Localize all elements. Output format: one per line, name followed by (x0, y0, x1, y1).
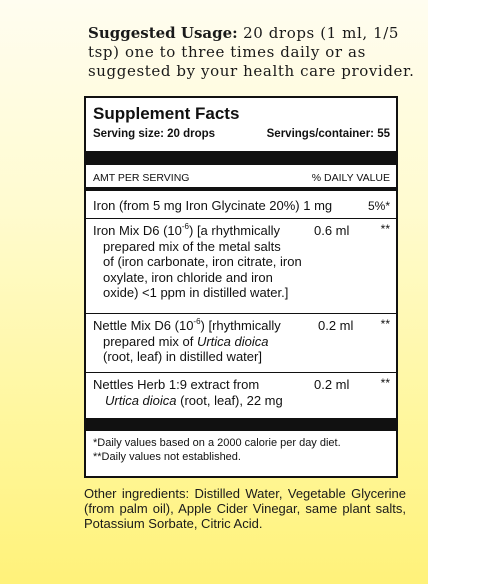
header-divider (86, 187, 396, 191)
thick-divider (86, 151, 396, 165)
daily-value-header: % DAILY VALUE (311, 172, 390, 184)
iron-mix-name-end: ) [a rhythmically (189, 223, 281, 238)
nettle-mix-species: Urtica dioica (196, 333, 269, 349)
iron-mix-line2: prepared mix of the metal salts (103, 238, 281, 254)
footnote-not-established: **Daily values not established. (93, 451, 241, 463)
suggested-usage (88, 24, 418, 81)
usage-label: Suggested Usage: (88, 24, 238, 42)
footnotes (93, 436, 341, 464)
iron-mix-line3: of (iron carbonate, iron citrate, iron (103, 254, 302, 269)
iron-mix-line4: oxylate, iron chloride and iron (103, 269, 273, 285)
iron-mix-amount: 0.6 ml (314, 223, 350, 238)
nettle-mix-line3: (root, leaf) in distilled water] (103, 349, 262, 364)
nettle-mix-dv: ** (380, 317, 390, 331)
usage-line3: suggested by your health care provider. (88, 62, 415, 80)
iron-mix-line5: oxide) <1 ppm in distilled water.] (103, 285, 289, 300)
facts-title: Supplement Facts (93, 104, 240, 123)
iron-row (93, 198, 389, 214)
nettle-mix-line2: prepared mix of (103, 333, 197, 349)
supplement-facts-box (84, 96, 398, 478)
usage-line2: tsp) one to three times daily or as (88, 43, 366, 61)
row-divider (86, 313, 396, 314)
iron-mix-dv: ** (380, 222, 390, 236)
usage-line1: 20 drops (1 ml, 1/5 (243, 24, 400, 42)
other-ingredients: Other ingredients: Distilled Water, Vegetable Glycerine (from palm oil), Apple Cider Vinegar, same plant salts, Potassium Sorbate, Citric Acid. (84, 486, 406, 531)
serving-size: Serving size: 20 drops (93, 128, 216, 140)
nettles-herb-name: Nettles Herb 1:9 extract from (93, 377, 260, 392)
footnote-daily-values: *Daily values based on a 2000 calorie per day diet. (93, 437, 341, 449)
row-divider (86, 218, 396, 219)
iron-mix-exponent: -6 (181, 222, 189, 231)
iron-mix-name: Iron Mix D6 (10 (93, 223, 182, 238)
iron-text: Iron (from 5 mg Iron Glycinate 20%) 1 mg (93, 198, 333, 213)
nettles-herb-species: Urtica dioica (105, 392, 177, 408)
nettles-herb-line2: (root, leaf), 22 mg (176, 392, 283, 408)
amount-header: AMT PER SERVING (93, 172, 190, 184)
nettles-herb-amount: 0.2 ml (314, 377, 350, 392)
nettle-mix-exponent: -6 (193, 317, 201, 326)
row-divider (86, 372, 396, 373)
nettle-mix-amount: 0.2 ml (318, 318, 354, 333)
nettle-mix-name: Nettle Mix D6 (10 (93, 318, 194, 333)
servings-per-container: Servings/container: 55 (266, 128, 390, 140)
nettles-herb-dv: ** (380, 376, 390, 390)
bottom-divider (86, 418, 396, 431)
nettle-mix-name-end: ) [rhythmically (200, 318, 281, 333)
iron-dv: 5%* (367, 199, 390, 213)
